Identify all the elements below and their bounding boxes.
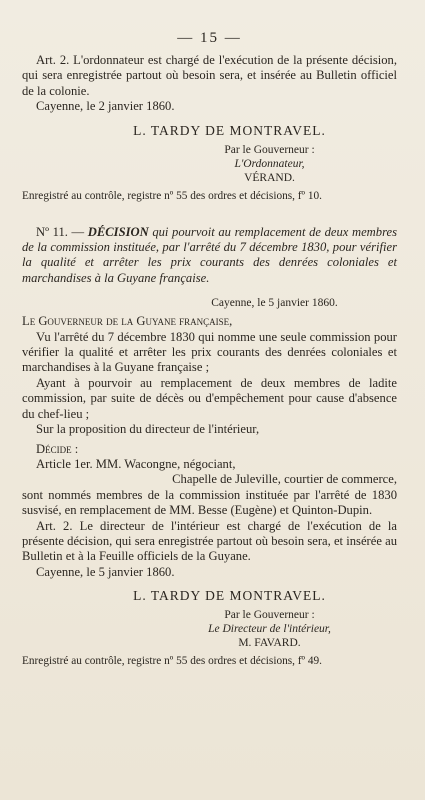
- sur-paragraph: Sur la proposition du directeur de l'intérieur,: [36, 422, 260, 437]
- decision-11: [22, 225, 397, 669]
- registry-note: Enregistré au contrôle, registre nº 55 des ordres et décisions, fº 49.: [22, 655, 323, 668]
- decide-heading: Décide :: [36, 441, 79, 456]
- vu-paragraph: Vu l'arrêté du 7 décembre 1830 qui nomme une seule commission pour vérifier la qualité et arrêter les prix courants des denrées coloniales et marchandises à la Guyane française ;: [22, 329, 397, 375]
- place-date-top: Cayenne, le 5 janvier 1860.: [211, 297, 338, 310]
- decision-title: [22, 225, 397, 287]
- decision-number: Nº 11. —: [36, 224, 85, 239]
- article-2-text: Art. 2. L'ordonnateur est chargé de l'exécution de la présente décision, qui sera enregistrée partout où besoin sera, et insérée au Bulletin officiel de la colonie.: [22, 53, 397, 98]
- article-1-line-a: Article 1er. MM. Wacongne, négociant,: [36, 456, 236, 471]
- article-1-line-b: Chapelle de Juleville, courtier de commerce,: [172, 472, 397, 487]
- place-date: Cayenne, le 5 janvier 1860.: [36, 564, 175, 579]
- signer-name: VÉRAND.: [244, 171, 295, 184]
- place-date: Cayenne, le 2 janvier 1860.: [36, 99, 175, 114]
- article-1-line-c: sont nommés membres de la commission instituée par l'arrêté de 1830 susvisé, en remplacement de MM. Besse (Eugène) et Quinton-Dupin.: [22, 487, 397, 518]
- par-le-gouverneur: Par le Gouverneur :: [224, 609, 315, 622]
- ayant-paragraph: Ayant à pourvoir au remplacement de deux membres de ladite commission, par suite de décès ou d'empêchement pour cause d'absence du chef-lieu ;: [22, 375, 397, 421]
- page-number: — 15 —: [177, 30, 242, 46]
- par-le-gouverneur: Par le Gouverneur :: [224, 143, 315, 156]
- governor-heading: Le Gouverneur de la Guyane française,: [22, 314, 233, 329]
- signatory: L. TARDY DE MONTRAVEL.: [133, 122, 326, 138]
- decision-subject: qui pourvoit au remplacement de deux membres de la commission instituée, par l'arrêté du 7 décembre 1830, pour vérifier la qualité et arrêter les prix courants des denrées coloniales et marchandises à la Guyane française.: [22, 224, 397, 285]
- signer-name: M. FAVARD.: [238, 637, 301, 650]
- signer-role: Le Directeur de l'intérieur,: [208, 623, 331, 636]
- decision-label: DÉCISION: [87, 224, 149, 239]
- signer-role: L'Ordonnateur,: [234, 157, 305, 170]
- article-2-text: Art. 2. Le directeur de l'intérieur est chargé de l'exécution de la présente décision, qui sera enregistrée partout où besoin sera, et insérée au Bulletin et à la Feuille officiels de la Guyane.: [22, 518, 397, 564]
- signatory: L. TARDY DE MONTRAVEL.: [133, 588, 326, 604]
- decision-10-end: [22, 53, 397, 203]
- registry-note: Enregistré au contrôle, registre nº 55 des ordres et décisions, fº 10.: [22, 189, 323, 202]
